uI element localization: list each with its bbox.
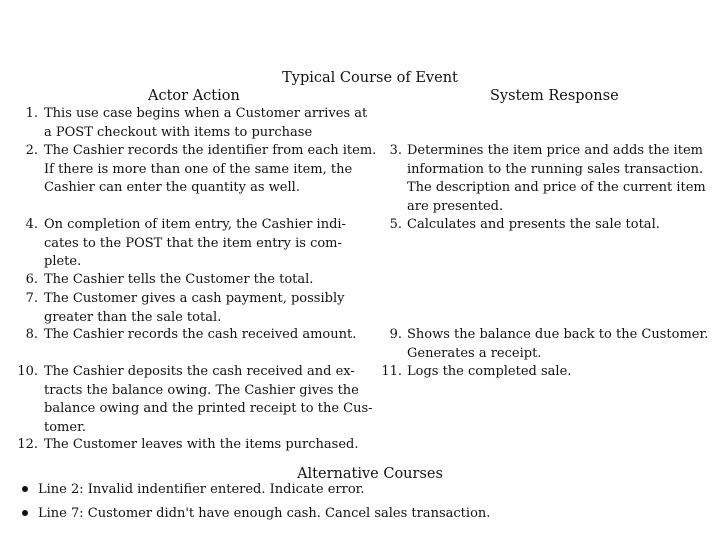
step-number: 2. xyxy=(25,143,38,158)
step-line: plete. xyxy=(44,254,82,270)
bullet-icon xyxy=(22,486,28,492)
section-title: Typical Course of Event xyxy=(282,70,458,86)
alternative-item xyxy=(22,506,490,521)
step-line: The Cashier tells the Customer the total. xyxy=(44,272,314,287)
step-number: 6. xyxy=(25,272,38,287)
step-line: balance owing and the printed receipt to the Cus- xyxy=(44,401,373,417)
alternative-text: Line 2: Invalid indentifier entered. Indicate error. xyxy=(38,482,365,497)
step-line: The Customer leaves with the items purchased. xyxy=(44,437,359,452)
step-line: If there is more than one of the same item, the xyxy=(44,161,353,177)
step-line: tomer. xyxy=(44,419,86,435)
step-line: a POST checkout with items to purchase xyxy=(44,124,313,140)
step-line: This use case begins when a Customer arrives at xyxy=(44,106,368,121)
step-line: The Cashier deposits the cash received and ex- xyxy=(44,364,355,379)
step-number: 3. xyxy=(389,143,402,158)
step-line: are presented. xyxy=(407,198,504,214)
step-number: 9. xyxy=(389,327,402,342)
step-number: 5. xyxy=(389,217,402,232)
alternative-item xyxy=(22,482,365,497)
step-number: 1. xyxy=(25,106,38,121)
step-number: 7. xyxy=(25,291,38,306)
step-line: Generates a receipt. xyxy=(407,345,542,361)
step-line: greater than the sale total. xyxy=(44,309,222,325)
alternative-courses-title: Alternative Courses xyxy=(297,466,443,482)
system-response-header: System Response xyxy=(490,88,619,104)
step-line: cates to the POST that the item entry is com- xyxy=(44,235,342,251)
step-number: 11. xyxy=(381,364,402,379)
step-number: 10. xyxy=(17,364,38,379)
step-number: 8. xyxy=(25,327,38,342)
step-line: The Customer gives a cash payment, possibly xyxy=(44,291,345,306)
step-number: 12. xyxy=(17,437,38,452)
alternative-text: Line 7: Customer didn't have enough cash. Cancel sales transaction. xyxy=(38,506,491,521)
bullet-icon xyxy=(22,510,28,516)
step-line: Shows the balance due back to the Customer. xyxy=(407,327,709,342)
step-line: On completion of item entry, the Cashier indi- xyxy=(44,217,346,232)
step-line: Cashier can enter the quantity as well. xyxy=(44,180,300,196)
step-line: The Cashier records the identifier from each item. xyxy=(44,143,377,158)
actor-action-header: Actor Action xyxy=(148,88,240,104)
step-line: information to the running sales transaction. xyxy=(407,161,704,177)
step-line: Calculates and presents the sale total. xyxy=(407,217,660,232)
step-number: 4. xyxy=(25,217,38,232)
step-line: The Cashier records the cash received amount. xyxy=(44,327,357,342)
step-line: Logs the completed sale. xyxy=(407,364,572,379)
step-line: tracts the balance owing. The Cashier gives the xyxy=(44,382,359,398)
step-line: The description and price of the current item xyxy=(407,180,706,196)
step-line: Determines the item price and adds the item xyxy=(407,143,703,158)
